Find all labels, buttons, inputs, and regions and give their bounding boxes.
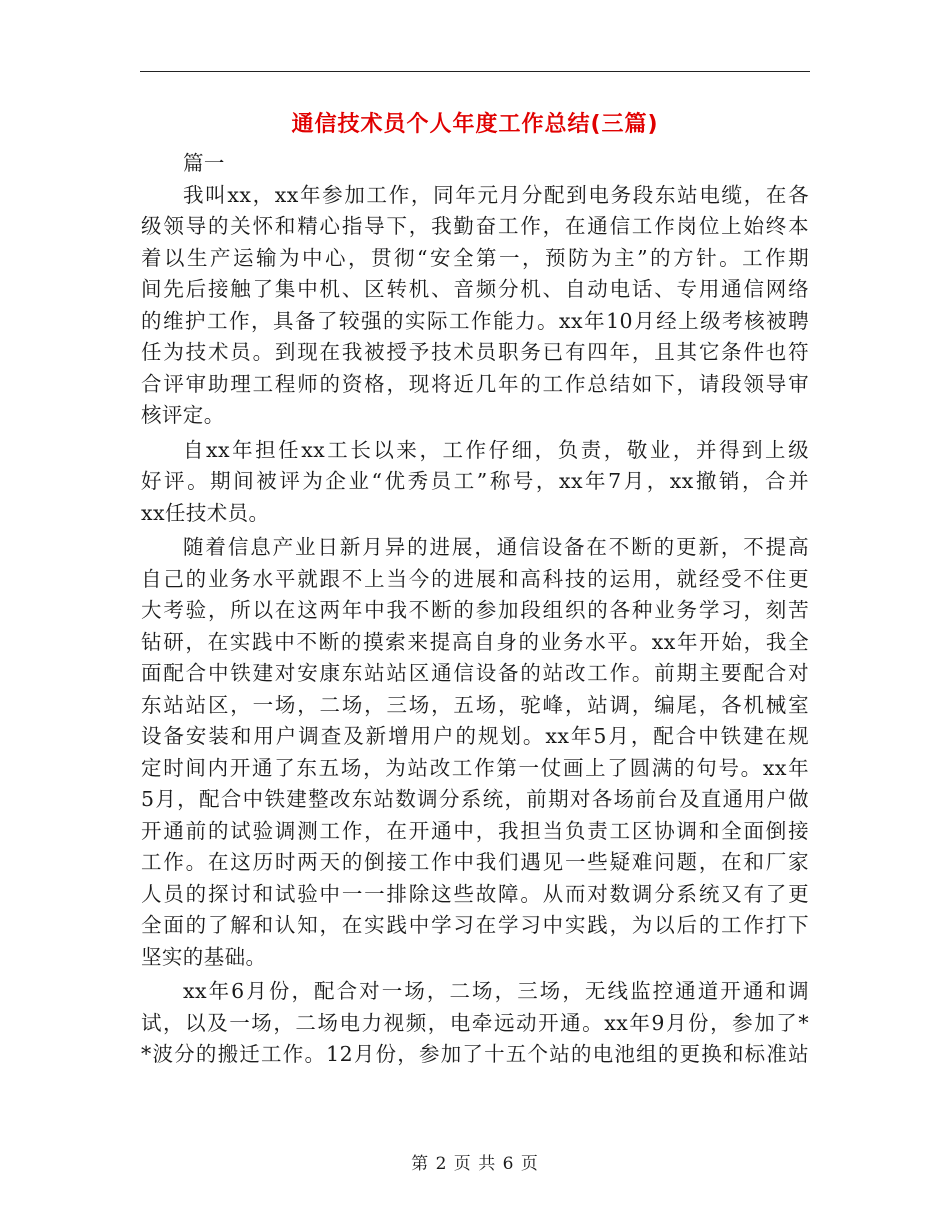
text-line: 好评。期间被评为企业“优秀员工”称号，xx年7月，xx撤销，合并 (141, 469, 809, 493)
paragraph (141, 976, 809, 1071)
text-line: xx年6月份，配合对一场，二场，三场，无线监控通道开通和调 (183, 979, 809, 1003)
text-line: 级领导的关怀和精心指导下，我勤奋工作，在通信工作岗位上始终本 (141, 214, 809, 238)
text-line: xx任技术员。 (141, 500, 270, 525)
text-line: 自xx年担任xx工长以来，工作仔细，负责，敬业，并得到上级 (183, 437, 809, 462)
text-line: 全面的了解和认知，在实践中学习在学习中实践，为以后的工作打下 (141, 913, 809, 937)
text-line: *波分的搬迁工作。12月份，参加了十五个站的电池组的更换和标准站 (141, 1042, 809, 1066)
document-title: 通信技术员个人年度工作总结(三篇) (291, 112, 659, 137)
text-line: 间先后接触了集中机、区转机、音频分机、自动电话、专用通信网络 (141, 277, 809, 301)
text-line: 坚实的基础。 (141, 944, 267, 969)
text-line: 钻研，在实践中不断的摸索来提高自身的业务水平。xx年开始，我全 (141, 629, 809, 654)
paragraph (141, 435, 809, 530)
text-line: 合评审助理工程师的资格，现将近几年的工作总结如下，请段领导审 (141, 371, 809, 396)
text-line: 大考验，所以在这两年中我不断的参加段组织的各种业务学习，刻苦 (141, 598, 809, 622)
section-heading: 篇一 (183, 151, 225, 175)
text-line: 随着信息产业日新月异的进展，通信设备在不断的更新，不提高 (183, 535, 809, 559)
text-line: 设备安装和用户调查及新增用户的规划。xx年5月，配合中铁建在规 (141, 724, 809, 748)
text-line: 自己的业务水平就跟不上当今的进展和高科技的运用，就经受不住更 (141, 566, 809, 591)
text-line: 任为技术员。到现在我被授予技术员职务已有四年，且其它条件也符 (141, 340, 809, 364)
text-line: 人员的探讨和试验中一一排除这些故障。从而对数调分系统又有了更 (141, 881, 809, 906)
text-line: 开通前的试验调测工作，在开通中，我担当负责工区协调和全面倒接 (141, 818, 809, 843)
text-line: 着以生产运输为中心，贯彻“安全第一，预防为主”的方针。工作期 (141, 245, 809, 270)
text-line: 核评定。 (141, 403, 225, 427)
text-line: 5月，配合中铁建整改东站数调分系统，前期对各场前台及直通用户做 (141, 787, 809, 811)
text-line: 定时间内开通了东五场，为站改工作第一仗画上了圆满的句号。xx年 (141, 755, 809, 780)
text-line: 试，以及一场，二场电力视频，电牵远动开通。xx年9月份，参加了* (141, 1010, 809, 1035)
document-body (141, 148, 809, 1071)
paragraph (141, 180, 809, 432)
text-line: 面配合中铁建对安康东站站区通信设备的站改工作。前期主要配合对 (141, 661, 809, 685)
text-line: 我叫xx，xx年参加工作，同年元月分配到电务段东站电缆，在各 (183, 182, 809, 207)
paragraph (141, 532, 809, 973)
text-line: 工作。在这历时两天的倒接工作中我们遇见一些疑难问题，在和厂家 (141, 850, 809, 874)
text-line: 的维护工作，具备了较强的实际工作能力。xx年10月经上级考核被聘 (141, 308, 809, 333)
text-line: 东站站区，一场，二场，三场，五场，驼峰，站调，编尾，各机械室 (141, 692, 809, 717)
page-number-footer: 第 2 页 共 6 页 (411, 1154, 539, 1174)
header-rule (140, 71, 810, 72)
